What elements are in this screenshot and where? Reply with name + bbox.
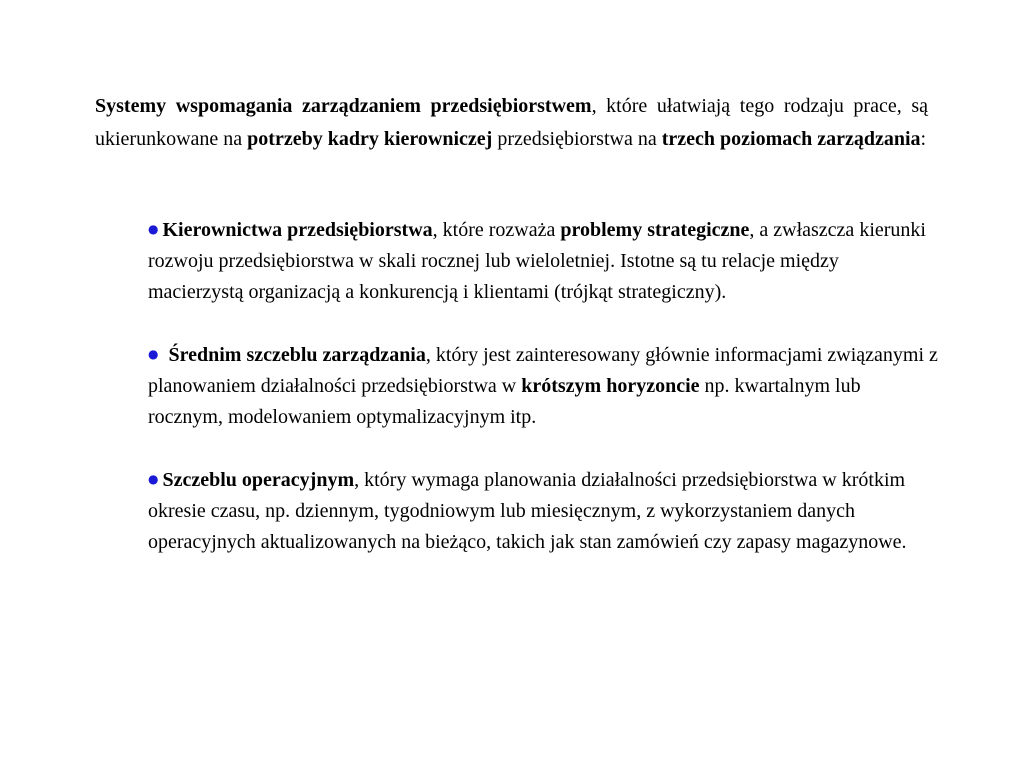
levels-list [148, 214, 938, 558]
intro-bold-title: Systemy wspomagania zarządzaniem przedsiębiorstwem [95, 95, 592, 117]
item-bold-emphasis: problemy strategiczne [560, 219, 750, 241]
list-item-operational [148, 464, 938, 558]
bullet-dot-icon: ● [148, 222, 159, 236]
item-bold-emphasis: krótszym horyzoncie [521, 375, 700, 397]
bullet-dot-icon: ● [148, 472, 159, 486]
intro-paragraph [95, 90, 928, 156]
intro-text: przedsiębiorstwa na [492, 128, 662, 150]
item-text: , które rozważa [432, 219, 561, 241]
item-bold-heading: Średnim szczeblu zarządzania [168, 344, 426, 366]
item-text: , który wymaga planowania działalności przedsiębiorstwa w krótkim okresie czasu, np. dziennym, tygodniowym lub miesięcznym, z wykorzystaniem danych operacyjnych aktualizowanych na bieżąco, takich jak stan zamówień czy zapasy magazynowe. [148, 469, 907, 553]
item-bold-heading: Szczeblu operacyjnym [162, 469, 355, 491]
item-text: , a zwłaszcza kierunki rozwoju przedsiębiorstwa w skali rocznej lub wieloletniej. Istotne są tu relacje między macierzystą organizacją a konkurencją i klientami (trójkąt strategiczny). [148, 219, 926, 303]
intro-text: : [920, 128, 927, 150]
bullet-dot-icon: ● [148, 347, 159, 361]
item-bold-heading: Kierownictwa przedsiębiorstwa [162, 219, 433, 241]
list-item-middle [148, 339, 938, 433]
list-item-executive [148, 214, 938, 308]
intro-bold-needs: potrzeby kadry kierowniczej [247, 128, 493, 150]
item-text: , który jest zainteresowany głównie informacjami związanymi z planowaniem działalności przedsiębiorstwa w [148, 344, 938, 397]
item-text: np. kwartalnym lub rocznym, modelowaniem optymalizacyjnym itp. [148, 375, 861, 428]
intro-text: , które ułatwiają tego rodzaju prace, są ukierunkowane na [95, 95, 928, 150]
intro-bold-levels: trzech poziomach zarządzania [661, 128, 921, 150]
